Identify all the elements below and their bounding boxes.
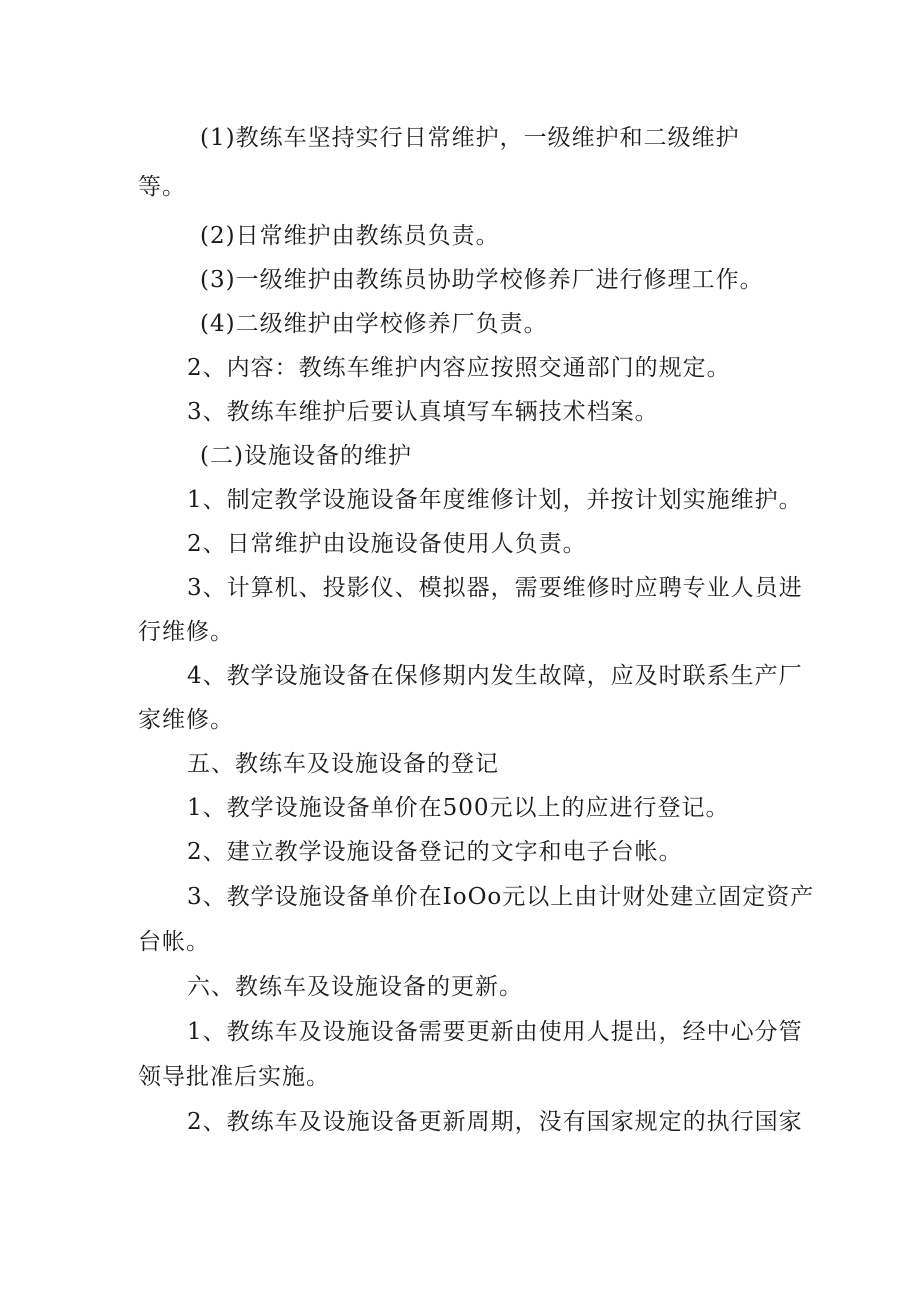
paragraph-line: 3、教练车维护后要认真填写车辆技术档案。 xyxy=(187,399,659,425)
paragraph-line: 行维修。 xyxy=(138,619,234,645)
paragraph-line: 2、建立教学设施设备登记的文字和电子台帐。 xyxy=(187,839,683,865)
paragraph-line: 1、教学设施设备单价在500元以上的应进行登记。 xyxy=(187,795,730,821)
paragraph-line: 3、计算机、投影仪、模拟器，需要维修时应聘专业人员进 xyxy=(187,575,803,601)
section-heading: (二)设施设备的维护 xyxy=(200,443,412,469)
paragraph-line: 2、内容：教练车维护内容应按照交通部门的规定。 xyxy=(187,355,731,381)
paragraph-line: 等。 xyxy=(138,174,186,200)
section-heading: 五、教练车及设施设备的登记 xyxy=(187,751,499,777)
paragraph-line: (1)教练车坚持实行日常维护，一级维护和二级维护 xyxy=(200,125,740,151)
paragraph-line: (4)二级维护由学校修养厂负责。 xyxy=(200,311,548,337)
paragraph-line: 4、教学设施设备在保修期内发生故障，应及时联系生产厂 xyxy=(187,663,803,689)
paragraph-line: 1、教练车及设施设备需要更新由使用人提出，经中心分管 xyxy=(187,1019,803,1045)
paragraph-line: 2、教练车及设施设备更新周期，没有国家规定的执行国家 xyxy=(187,1109,803,1135)
paragraph-line: 台帐。 xyxy=(138,929,210,955)
section-heading: 六、教练车及设施设备的更新。 xyxy=(187,974,523,1000)
paragraph-line: (3)一级维护由教练员协助学校修养厂进行修理工作。 xyxy=(200,267,764,293)
paragraph-line: 2、日常维护由设施设备使用人负责。 xyxy=(187,531,587,557)
paragraph-line: 领导批准后实施。 xyxy=(138,1064,330,1090)
paragraph-line: (2)日常维护由教练员负责。 xyxy=(200,223,500,249)
paragraph-line: 3、教学设施设备单价在IoOo元以上由计财处建立固定资产 xyxy=(187,884,815,910)
paragraph-line: 1、制定教学设施设备年度维修计划，并按计划实施维护。 xyxy=(187,487,803,513)
paragraph-line: 家维修。 xyxy=(138,707,234,733)
